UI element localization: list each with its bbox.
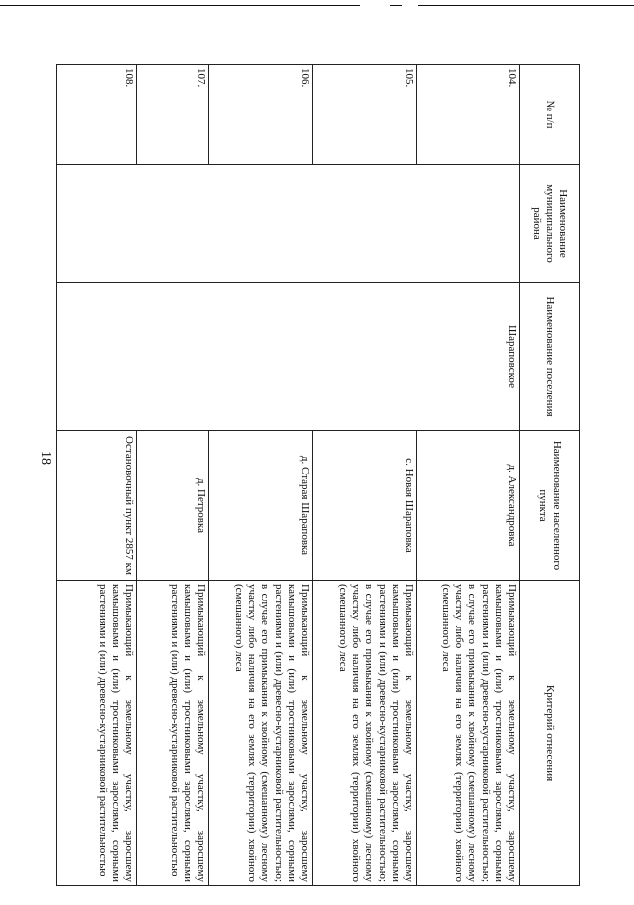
criterion-cell: Примыкающий к земельному участку, заросшему камышовыми и (или) тростниковыми зарослями, сорными растениями и (или) древесно-кустарниковой растительностью; в случае его примыкания к хвойному (смешанному) лесному участку либо наличия на его землях (территории) хвойного (смешанного) леса (209, 581, 313, 886)
settlement-cell-empty (57, 283, 137, 431)
locality-cell: д. Александровка (417, 431, 520, 581)
district-cell-empty (137, 165, 209, 283)
row-number: 108. (57, 65, 137, 165)
header-district: Наименование муниципального района (520, 165, 580, 283)
settlements-table (56, 64, 580, 886)
table-row (137, 65, 209, 886)
table-row (209, 65, 313, 886)
row-number: 104. (417, 65, 520, 165)
district-cell-empty (57, 165, 137, 283)
rotated-table-wrapper (57, 64, 580, 885)
criterion-cell: Примыкающий к земельному участку, заросшему камышовыми и (или) тростниковыми зарослями, сорными растениями и (или) древесно-кустарниковой растительностью; в случае его примыкания к хвойному (смешанному) лесному участку либо наличия на его землях (территории) хвойного (смешанного) леса (313, 581, 417, 886)
criterion-cell: Примыкающий к земельному участку, заросшему камышовыми и (или) тростниковыми зарослями, сорными растениями и (или) древесно-кустарниковой растительностью (57, 581, 137, 886)
table-row (313, 65, 417, 886)
district-cell-empty (313, 165, 417, 283)
row-number: 105. (313, 65, 417, 165)
settlement-cell-empty (137, 283, 209, 431)
settlement-cell: Шараповское (417, 283, 520, 431)
locality-cell: с. Новая Шараповка (313, 431, 417, 581)
district-cell (417, 165, 520, 283)
header-settlement: Наименование поселения (520, 283, 580, 431)
district-cell-empty (209, 165, 313, 283)
row-number: 107. (137, 65, 209, 165)
header-locality: Наименование населенного пункта (520, 431, 580, 581)
locality-cell: д. Петровка (137, 431, 209, 581)
top-rule-right (418, 5, 634, 6)
row-number: 106. (209, 65, 313, 165)
criterion-cell: Примыкающий к земельному участку, заросшему камышовыми и (или) тростниковыми зарослями, сорными растениями и (или) древесно-кустарниковой растительностью; в случае его примыкания к хвойному (смешанному) лесному участку либо наличия на его землях (территории) хвойного (смешанного) леса (417, 581, 520, 886)
header-number: № п/п (520, 65, 580, 165)
header-criterion: Критерий отнесения (520, 581, 580, 886)
table-row (417, 65, 520, 886)
top-rule-left (0, 5, 360, 6)
locality-cell: д. Старая Шараповка (209, 431, 313, 581)
top-rule-mid (390, 5, 402, 6)
page-number: 18 (38, 451, 53, 465)
settlement-cell-empty (313, 283, 417, 431)
table-row (57, 65, 137, 886)
locality-cell: Остановочный пункт 2857 км (57, 431, 137, 581)
settlement-cell-empty (209, 283, 313, 431)
criterion-cell: Примыкающий к земельному участку, заросшему камышовыми и (или) тростниковыми зарослями, сорными растениями и (или) древесно-кустарниковой растительностью (137, 581, 209, 886)
